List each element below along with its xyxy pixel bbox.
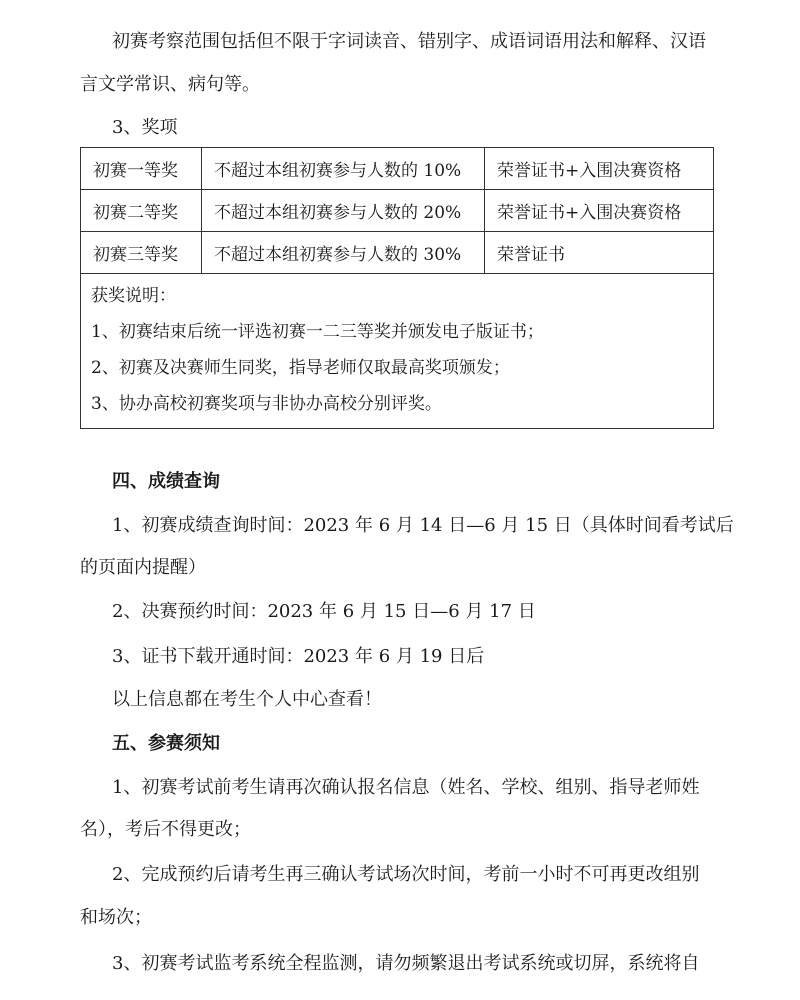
table-row [81, 274, 714, 429]
notes-title: 获奖说明： [91, 286, 176, 306]
table-row [81, 148, 714, 190]
section4-item1-line1: 1、初赛成绩查询时间：2023 年 6 月 14 日—6 月 15 日（具体时间看考试后 [112, 515, 734, 536]
award-reward: 荣誉证书 [485, 232, 714, 274]
section5-item1-line1: 1、初赛考试前考生请再次确认报名信息（姓名、学校、组别、指导老师姓 [112, 777, 700, 798]
intro-line-1: 初赛考察范围包括但不限于字词读音、错别字、成语词语用法和解释、汉语 [112, 31, 706, 52]
award-quota: 不超过本组初赛参与人数的 10% [202, 148, 485, 190]
table-row [81, 190, 714, 232]
award-reward: 荣誉证书+入围决赛资格 [485, 190, 714, 232]
award-level: 初赛三等奖 [81, 232, 202, 274]
awards-table [80, 147, 714, 429]
note-item: 1、初赛结束后统一评选初赛一二三等奖并颁发电子版证书； [91, 322, 544, 342]
note-item: 3、协办高校初赛奖项与非协办高校分别评奖。 [91, 394, 442, 414]
section5-item1-line2: 名），考后不得更改； [80, 819, 251, 840]
section4-heading: 四、成绩查询 [112, 471, 220, 492]
award-notes [81, 274, 714, 429]
section4-item1-line2: 的页面内提醒） [80, 557, 206, 578]
section4-item2: 2、决赛预约时间：2023 年 6 月 15 日—6 月 17 日 [112, 601, 536, 622]
award-quota: 不超过本组初赛参与人数的 30% [202, 232, 485, 274]
award-level: 初赛二等奖 [81, 190, 202, 232]
award-level: 初赛一等奖 [81, 148, 202, 190]
section4-item3: 3、证书下载开通时间：2023 年 6 月 19 日后 [112, 646, 485, 667]
awards-heading: 3、奖项 [112, 117, 178, 138]
table-row [81, 232, 714, 274]
award-quota: 不超过本组初赛参与人数的 20% [202, 190, 485, 232]
section5-item2-line2: 和场次； [80, 907, 152, 928]
section5-item3-line1: 3、初赛考试监考系统全程监测，请勿频繁退出考试系统或切屏，系统将自 [112, 953, 700, 974]
intro-line-2: 言文学常识、病句等。 [80, 74, 260, 95]
section4-note: 以上信息都在考生个人中心查看！ [112, 689, 382, 710]
note-item: 2、初赛及决赛师生同奖，指导老师仅取最高奖项颁发； [91, 358, 510, 378]
section5-heading: 五、参赛须知 [112, 733, 220, 754]
section5-item2-line1: 2、完成预约后请考生再三确认考试场次时间，考前一小时不可再更改组别 [112, 864, 700, 885]
award-reward: 荣誉证书+入围决赛资格 [485, 148, 714, 190]
